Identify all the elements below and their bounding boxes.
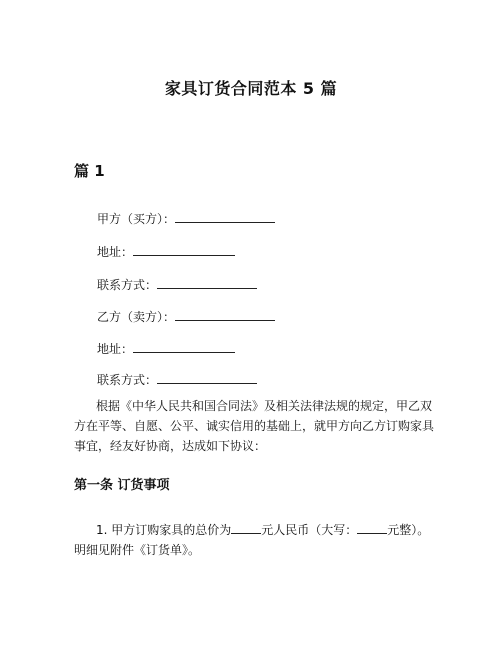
seller-contact-field [97, 371, 257, 388]
field-label: 联系方式： [97, 373, 158, 387]
fill-blank [133, 244, 235, 256]
fill-blank [157, 372, 257, 384]
field-label: 甲方（买方）： [97, 212, 176, 226]
fill-blank [357, 522, 387, 534]
seller-address-field [97, 340, 235, 357]
field-label: 地址： [97, 342, 134, 356]
field-label: 地址： [97, 245, 134, 259]
clause-text: 元整）。 [387, 523, 430, 537]
clause-text: 明细见附件《订货单》。 [74, 543, 201, 557]
field-label: 乙方（卖方）： [97, 310, 176, 324]
document-title: 家具订货合同范本 5 篇 [164, 79, 338, 98]
fill-blank [133, 341, 235, 353]
fill-blank [175, 211, 275, 223]
intro-paragraph: 根据《中华人民共和国合同法》及相关法律法规的规定，甲乙双方在平等、自愿、公平、诚实信用的基础上，就甲方向乙方订购家具事宜，经友好协商，达成如下协议： [74, 399, 435, 453]
buyer-address-field [97, 243, 235, 260]
seller-name-field [97, 308, 275, 325]
buyer-contact-field [97, 276, 257, 293]
section-heading: 篇 1 [74, 162, 105, 180]
article-heading: 第一条 订货事项 [74, 478, 170, 493]
fill-blank [175, 309, 275, 321]
buyer-name-field [97, 210, 275, 227]
fill-blank [157, 277, 257, 289]
clause-1 [74, 520, 434, 560]
field-label: 联系方式： [97, 278, 158, 292]
fill-blank [231, 522, 261, 534]
clause-text: 1. 甲方订购家具的总价为 [96, 523, 232, 537]
clause-text: 元人民币（大写： [261, 523, 358, 537]
